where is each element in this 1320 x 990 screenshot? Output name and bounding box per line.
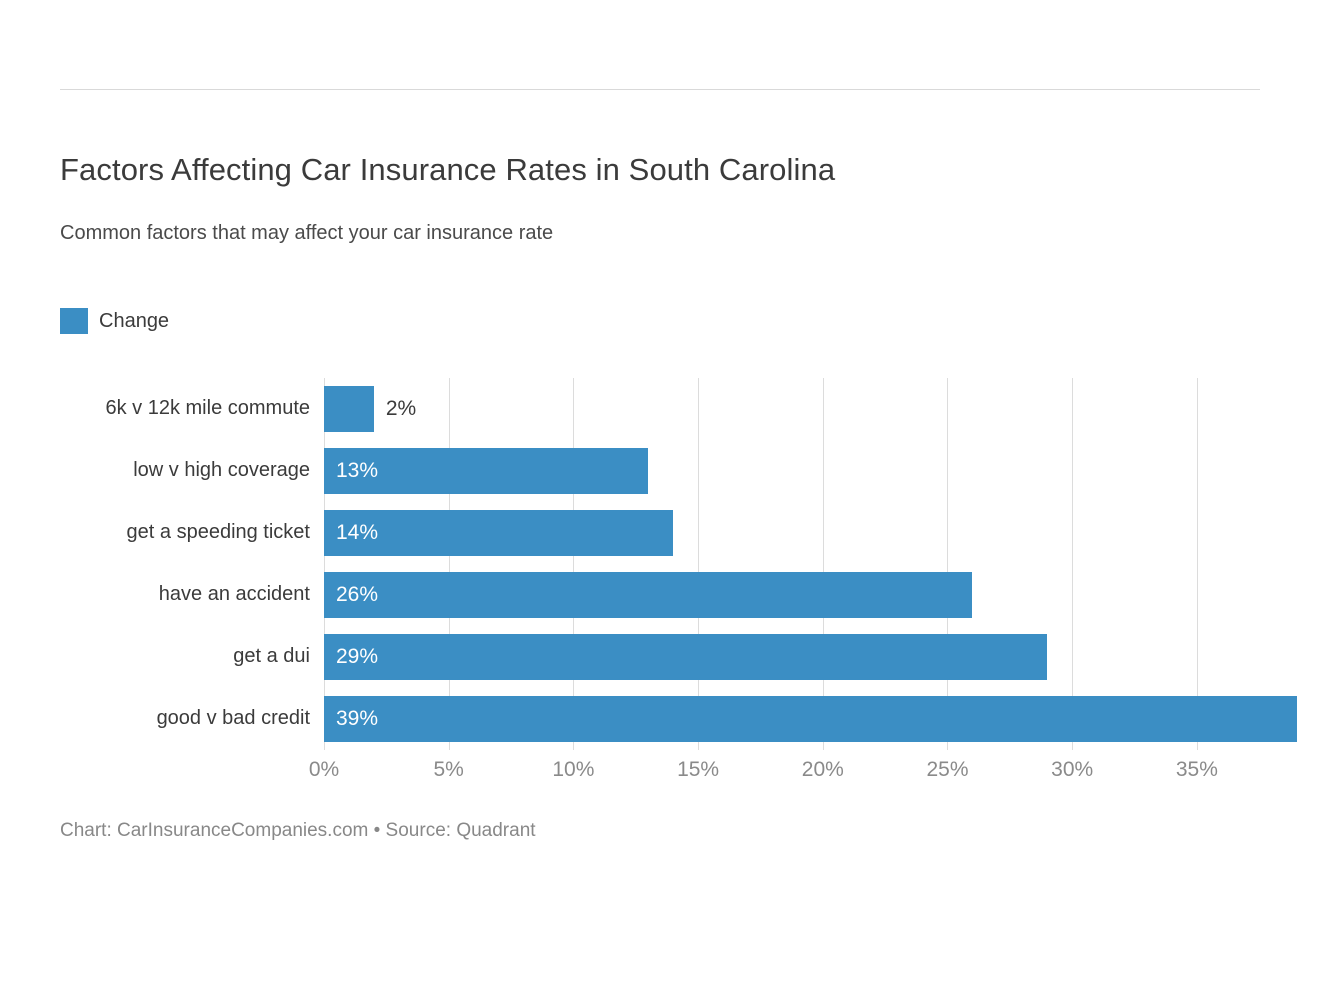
bar[interactable] xyxy=(324,696,1297,742)
bar-row[interactable] xyxy=(324,688,1258,750)
divider-top xyxy=(60,89,1260,90)
bar-value-label: 13% xyxy=(336,459,379,482)
bar[interactable] xyxy=(324,572,972,618)
bar-row[interactable] xyxy=(324,564,1258,626)
bar-value-label: 2% xyxy=(385,397,417,420)
bar-row[interactable] xyxy=(324,378,1258,440)
bar-value-label: 26% xyxy=(336,583,379,606)
chart-legend xyxy=(60,308,169,334)
category-label: get a dui xyxy=(233,645,310,667)
x-axis-tick-label: 10% xyxy=(552,758,595,781)
bar-value-label: 39% xyxy=(336,707,379,730)
category-label: 6k v 12k mile commute xyxy=(105,397,310,419)
chart-footnote: Chart: CarInsuranceCompanies.com • Source: Quadrant xyxy=(60,820,536,841)
bar-value-label: 14% xyxy=(336,521,379,544)
x-axis-tick-label: 30% xyxy=(1051,758,1094,781)
bar[interactable] xyxy=(324,386,374,432)
legend-label-change: Change xyxy=(99,309,170,332)
x-axis-tick-label: 0% xyxy=(308,758,340,781)
x-axis-tick-label: 15% xyxy=(677,758,720,781)
page-title: Factors Affecting Car Insurance Rates in South Carolina xyxy=(60,152,836,187)
bar-row[interactable] xyxy=(324,440,1258,502)
x-axis-tick-label: 5% xyxy=(433,758,464,781)
page-subtitle: Common factors that may affect your car insurance rate xyxy=(60,222,554,244)
plot-area xyxy=(324,378,1258,750)
bar-rows xyxy=(324,378,1258,750)
category-label: get a speeding ticket xyxy=(126,521,310,543)
bar-row[interactable] xyxy=(324,626,1258,688)
bar[interactable] xyxy=(324,634,1047,680)
bar-row[interactable] xyxy=(324,502,1258,564)
legend-swatch-change xyxy=(60,308,88,334)
category-label: have an accident xyxy=(158,583,310,605)
x-axis-tick-label: 25% xyxy=(926,758,969,781)
category-label: good v bad credit xyxy=(156,707,310,729)
bar-value-label: 29% xyxy=(336,645,379,668)
x-axis-tick-label: 35% xyxy=(1175,758,1218,781)
category-label: low v high coverage xyxy=(133,459,310,481)
x-axis-tick-label: 20% xyxy=(801,758,844,781)
